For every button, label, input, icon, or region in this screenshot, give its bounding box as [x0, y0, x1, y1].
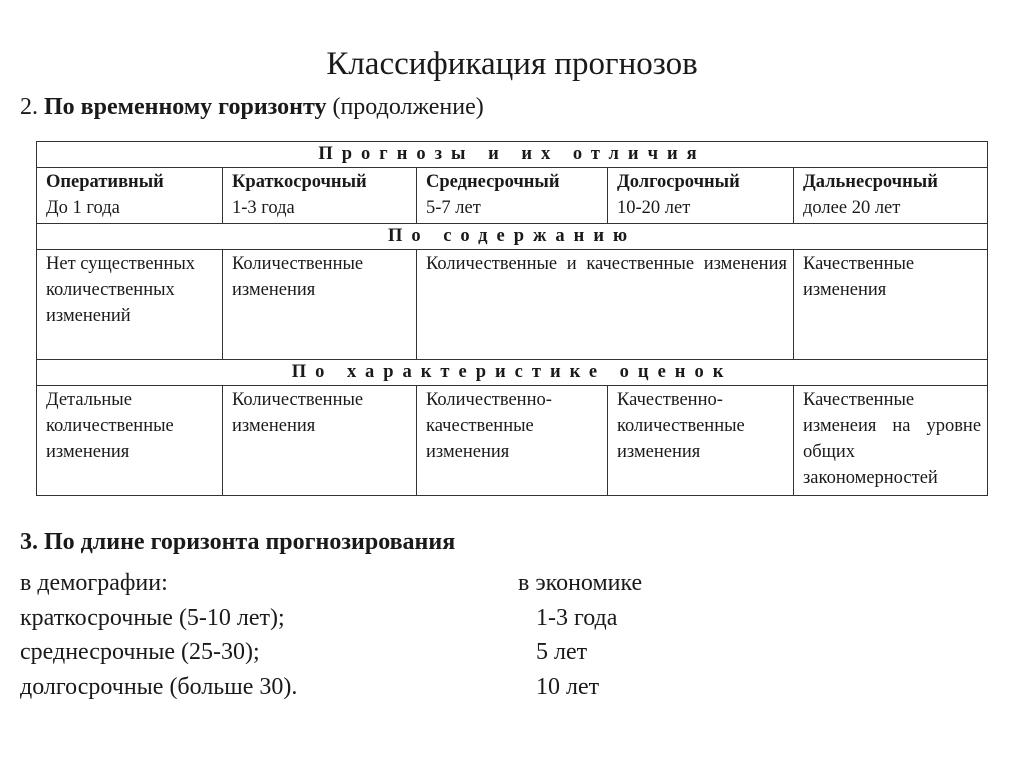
- type-name: Дальнесрочный: [803, 172, 938, 192]
- content-cell-34: [417, 250, 794, 360]
- slide-subtitle: [20, 92, 484, 122]
- content-cell-1: Нет существенных количественных изменений: [37, 250, 223, 360]
- subtitle-number: 2.: [20, 94, 38, 120]
- assessment-cell-4: Качественно-количественные изменения: [608, 386, 794, 496]
- table-header-row: [37, 142, 988, 168]
- content-header: По содержанию: [37, 224, 988, 250]
- economy-item: 10 лет: [536, 673, 600, 700]
- type-term: долее 20 лет: [803, 198, 901, 218]
- type-cell-medium: [417, 168, 608, 224]
- content-cell-34-text: Количественные и качественные изменения: [426, 254, 787, 274]
- economy-item: 5 лет: [536, 639, 588, 665]
- assessment-cell-5: Качественные изменеия на уровне общих закономерностей: [794, 386, 988, 496]
- type-term: 1-3 года: [232, 198, 295, 218]
- assessment-cell-1: Детальные количественные изменения: [37, 386, 223, 496]
- assessment-cell-2: Количественные изменения: [223, 386, 417, 496]
- section3-title: 3. По длине горизонта прогнозирования: [20, 529, 456, 555]
- content-header-row: [37, 224, 988, 250]
- assessment-row: [37, 386, 988, 496]
- type-term: До 1 года: [46, 198, 120, 218]
- forecast-table: [36, 141, 988, 496]
- type-cell-short: [223, 168, 417, 224]
- economy-label: в экономике: [518, 570, 643, 596]
- subtitle-bold: По временному горизонту: [44, 94, 327, 120]
- type-name: Краткосрочный: [232, 172, 367, 192]
- type-name: Оперативный: [46, 172, 164, 192]
- type-cell-long: [608, 168, 794, 224]
- assessment-header-row: [37, 360, 988, 386]
- table-header: Прогнозы и их отличия: [37, 142, 988, 168]
- economy-item: 1-3 года: [536, 604, 618, 631]
- assessment-header: По характеристике оценок: [37, 360, 988, 386]
- economy-column: [518, 566, 642, 704]
- types-row: [37, 168, 988, 224]
- type-cell-far: [794, 168, 988, 224]
- subtitle-rest: (продолжение): [332, 94, 484, 120]
- type-term: 10-20 лет: [617, 198, 691, 218]
- slide-title: Классификация прогнозов: [326, 46, 698, 82]
- demography-item: среднесрочные (25-30);: [20, 639, 260, 665]
- type-term: 5-7 лет: [426, 198, 481, 218]
- demography-label: в демографии:: [20, 570, 168, 596]
- demography-column: [20, 566, 297, 704]
- content-row: [37, 250, 988, 360]
- demography-item: долгосрочные (больше 30).: [20, 673, 298, 700]
- assessment-cell-3: Количественно-качественные изменения: [417, 386, 608, 496]
- type-cell-operative: [37, 168, 223, 224]
- type-name: Среднесрочный: [426, 172, 560, 192]
- content-cell-5: Качественные изменения: [794, 250, 988, 360]
- type-name: Долгосрочный: [617, 172, 740, 192]
- demography-item: краткосрочные (5-10 лет);: [20, 604, 285, 631]
- content-cell-2: Количественные изменения: [223, 250, 417, 360]
